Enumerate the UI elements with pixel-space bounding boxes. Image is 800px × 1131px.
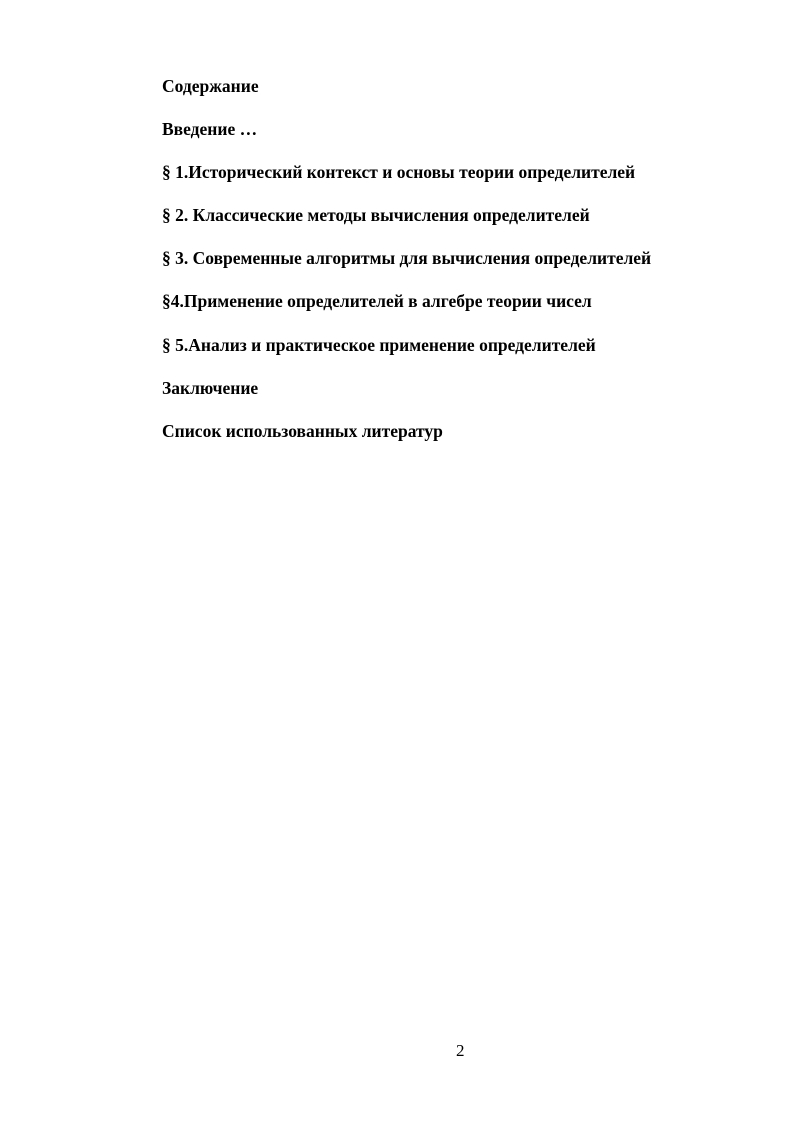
toc-entry-section-2: § 2. Классические методы вычисления определителей: [162, 205, 590, 226]
toc-entry-section-4: §4.Применение определителей в алгебре теории чисел: [162, 291, 592, 312]
toc-entry-section-5: § 5.Анализ и практическое применение определителей: [162, 334, 596, 355]
toc-heading: Содержание: [162, 76, 259, 96]
toc-entry-references: Список использованных литератур: [162, 420, 443, 441]
toc-entry-section-1: § 1.Исторический контекст и основы теории определителей: [162, 162, 636, 183]
page-number: 2: [456, 1041, 465, 1060]
toc-entry-introduction: Введение …: [162, 119, 258, 140]
toc-entry-conclusion: Заключение: [162, 377, 259, 398]
toc-entry-section-3: § 3. Современные алгоритмы для вычисления определителей: [162, 248, 652, 269]
table-of-contents: [162, 75, 762, 463]
